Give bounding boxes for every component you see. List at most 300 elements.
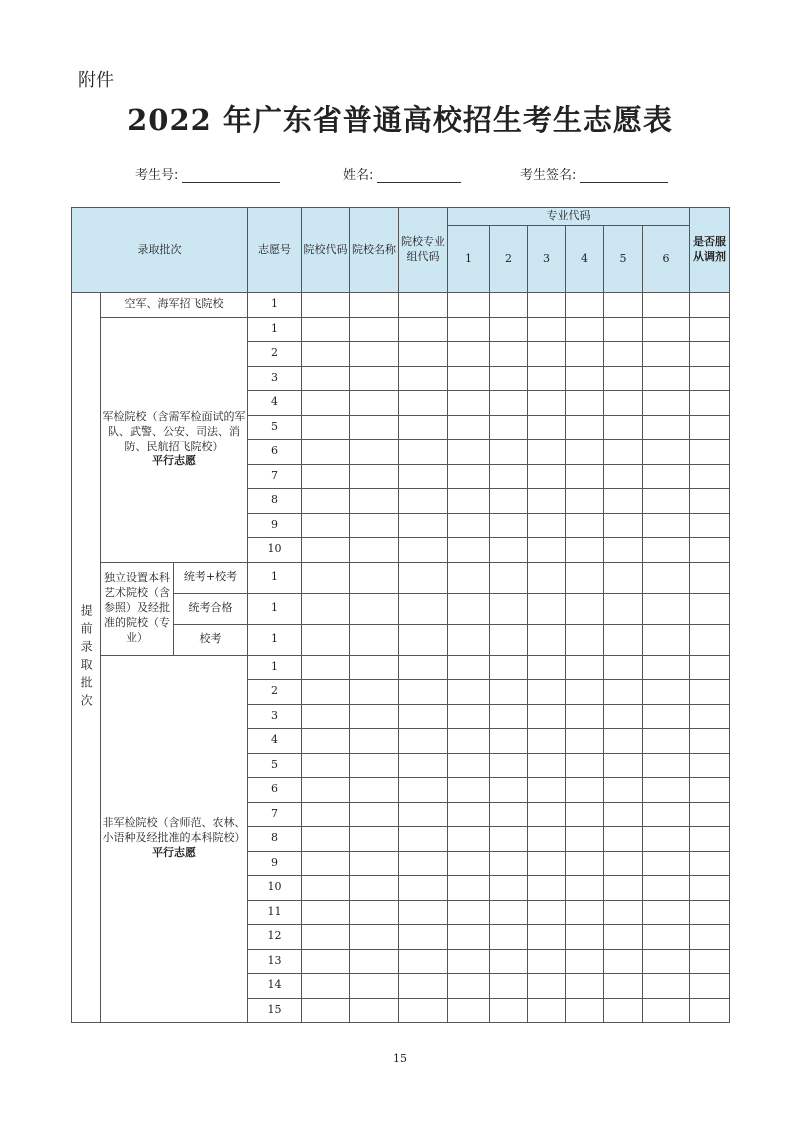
input-cell[interactable] [399,538,448,563]
input-cell[interactable] [448,998,490,1023]
choice-number: 13 [248,949,302,974]
input-cell[interactable] [643,876,690,901]
input-cell[interactable] [690,753,730,778]
input-cell[interactable] [566,851,604,876]
input-cell[interactable] [399,753,448,778]
input-cell[interactable] [643,562,690,593]
input-cell[interactable] [350,489,399,514]
art-subcategory: 统考合格 [174,593,248,624]
input-cell[interactable] [690,655,730,680]
input-cell[interactable] [643,538,690,563]
input-cell[interactable] [604,851,643,876]
input-cell[interactable] [528,949,566,974]
input-cell[interactable] [302,876,350,901]
input-cell[interactable] [528,317,566,342]
input-cell[interactable] [528,293,566,318]
input-cell[interactable] [566,778,604,803]
input-cell[interactable] [690,593,730,624]
name-blank[interactable] [377,168,461,183]
input-cell[interactable] [643,489,690,514]
input-cell[interactable] [643,729,690,754]
input-cell[interactable] [448,925,490,950]
input-cell[interactable] [448,680,490,705]
input-cell[interactable] [528,440,566,465]
input-cell[interactable] [566,998,604,1023]
input-cell[interactable] [302,655,350,680]
input-cell[interactable] [690,293,730,318]
input-cell[interactable] [643,655,690,680]
input-cell[interactable] [490,624,528,655]
input-cell[interactable] [399,998,448,1023]
input-cell[interactable] [643,293,690,318]
input-cell[interactable] [604,366,643,391]
input-cell[interactable] [528,366,566,391]
input-cell[interactable] [448,900,490,925]
input-cell[interactable] [350,366,399,391]
input-cell[interactable] [643,925,690,950]
input-cell[interactable] [490,593,528,624]
input-cell[interactable] [399,704,448,729]
input-cell[interactable] [448,778,490,803]
input-cell[interactable] [528,538,566,563]
input-cell[interactable] [643,342,690,367]
input-cell[interactable] [528,342,566,367]
input-cell[interactable] [448,415,490,440]
input-cell[interactable] [604,489,643,514]
input-cell[interactable] [643,900,690,925]
input-cell[interactable] [643,827,690,852]
input-cell[interactable] [302,391,350,416]
choice-number: 2 [248,680,302,705]
input-cell[interactable] [690,704,730,729]
input-cell[interactable] [490,342,528,367]
input-cell[interactable] [566,538,604,563]
input-cell[interactable] [566,974,604,999]
input-cell[interactable] [528,753,566,778]
input-cell[interactable] [448,802,490,827]
input-cell[interactable] [350,704,399,729]
input-cell[interactable] [604,949,643,974]
input-cell[interactable] [690,998,730,1023]
input-cell[interactable] [448,949,490,974]
category-non-military [101,655,248,1023]
input-cell[interactable] [350,925,399,950]
input-cell[interactable] [643,778,690,803]
input-cell[interactable] [566,489,604,514]
input-cell[interactable] [528,464,566,489]
input-cell[interactable] [490,974,528,999]
input-cell[interactable] [643,680,690,705]
input-cell[interactable] [490,876,528,901]
choice-number: 10 [248,538,302,563]
input-cell[interactable] [604,729,643,754]
input-cell[interactable] [604,680,643,705]
input-cell[interactable] [490,778,528,803]
input-cell[interactable] [399,440,448,465]
input-cell[interactable] [302,851,350,876]
input-cell[interactable] [302,753,350,778]
input-cell[interactable] [643,317,690,342]
input-cell[interactable] [302,293,350,318]
input-cell[interactable] [350,998,399,1023]
input-cell[interactable] [566,317,604,342]
input-cell[interactable] [302,317,350,342]
input-cell[interactable] [604,342,643,367]
input-cell[interactable] [448,489,490,514]
input-cell[interactable] [490,998,528,1023]
input-cell[interactable] [448,593,490,624]
input-cell[interactable] [350,949,399,974]
input-cell[interactable] [350,464,399,489]
input-cell[interactable] [490,680,528,705]
input-cell[interactable] [399,317,448,342]
input-cell[interactable] [448,753,490,778]
input-cell[interactable] [490,704,528,729]
input-cell[interactable] [302,593,350,624]
input-cell[interactable] [399,342,448,367]
input-cell[interactable] [566,729,604,754]
input-cell[interactable] [448,624,490,655]
input-cell[interactable] [690,900,730,925]
input-cell[interactable] [690,624,730,655]
input-cell[interactable] [399,593,448,624]
input-cell[interactable] [448,876,490,901]
input-cell[interactable] [302,366,350,391]
input-cell[interactable] [490,293,528,318]
input-cell[interactable] [528,876,566,901]
input-cell[interactable] [566,704,604,729]
input-cell[interactable] [528,415,566,440]
input-cell[interactable] [350,562,399,593]
input-cell[interactable] [399,366,448,391]
input-cell[interactable] [490,415,528,440]
input-cell[interactable] [302,342,350,367]
input-cell[interactable] [302,680,350,705]
input-cell[interactable] [490,464,528,489]
input-cell[interactable] [604,704,643,729]
input-cell[interactable] [448,391,490,416]
input-cell[interactable] [490,440,528,465]
input-cell[interactable] [350,753,399,778]
choice-number: 9 [248,513,302,538]
input-cell[interactable] [302,624,350,655]
input-cell[interactable] [490,827,528,852]
input-cell[interactable] [643,704,690,729]
input-cell[interactable] [350,513,399,538]
input-cell[interactable] [399,391,448,416]
input-cell[interactable] [399,464,448,489]
input-cell[interactable] [604,876,643,901]
input-cell[interactable] [448,464,490,489]
input-cell[interactable] [399,851,448,876]
input-cell[interactable] [690,440,730,465]
input-cell[interactable] [566,876,604,901]
input-cell[interactable] [528,624,566,655]
input-cell[interactable] [604,753,643,778]
input-cell[interactable] [490,729,528,754]
input-cell[interactable] [528,593,566,624]
input-cell[interactable] [690,391,730,416]
input-cell[interactable] [690,949,730,974]
input-cell[interactable] [604,593,643,624]
input-cell[interactable] [643,998,690,1023]
input-cell[interactable] [566,925,604,950]
input-cell[interactable] [528,704,566,729]
input-cell[interactable] [448,729,490,754]
input-cell[interactable] [643,851,690,876]
input-cell[interactable] [302,538,350,563]
input-cell[interactable] [528,851,566,876]
input-cell[interactable] [566,464,604,489]
input-cell[interactable] [350,680,399,705]
input-cell[interactable] [528,778,566,803]
input-cell[interactable] [528,900,566,925]
input-cell[interactable] [302,513,350,538]
input-cell[interactable] [690,513,730,538]
input-cell[interactable] [448,851,490,876]
input-cell[interactable] [490,949,528,974]
input-cell[interactable] [302,974,350,999]
input-cell[interactable] [490,317,528,342]
input-cell[interactable] [643,974,690,999]
input-cell[interactable] [490,802,528,827]
input-cell[interactable] [566,949,604,974]
input-cell[interactable] [302,802,350,827]
input-cell[interactable] [566,655,604,680]
input-cell[interactable] [690,851,730,876]
input-cell[interactable] [448,827,490,852]
input-cell[interactable] [528,925,566,950]
input-cell[interactable] [690,317,730,342]
input-cell[interactable] [302,562,350,593]
input-cell[interactable] [399,513,448,538]
input-cell[interactable] [350,876,399,901]
input-cell[interactable] [604,317,643,342]
input-cell[interactable] [490,366,528,391]
input-cell[interactable] [490,900,528,925]
input-cell[interactable] [566,415,604,440]
input-cell[interactable] [350,440,399,465]
input-cell[interactable] [490,851,528,876]
input-cell[interactable] [690,680,730,705]
input-cell[interactable] [643,753,690,778]
input-cell[interactable] [604,513,643,538]
input-cell[interactable] [350,974,399,999]
input-cell[interactable] [448,440,490,465]
input-cell[interactable] [643,366,690,391]
input-cell[interactable] [490,391,528,416]
input-cell[interactable] [350,415,399,440]
input-cell[interactable] [643,624,690,655]
input-cell[interactable] [604,900,643,925]
input-cell[interactable] [302,900,350,925]
input-cell[interactable] [566,680,604,705]
input-cell[interactable] [448,562,490,593]
input-cell[interactable] [643,593,690,624]
input-cell[interactable] [604,440,643,465]
input-cell[interactable] [690,802,730,827]
input-cell[interactable] [490,489,528,514]
input-cell[interactable] [604,998,643,1023]
input-cell[interactable] [690,415,730,440]
input-cell[interactable] [690,729,730,754]
input-cell[interactable] [528,391,566,416]
input-cell[interactable] [399,974,448,999]
input-cell[interactable] [302,998,350,1023]
input-cell[interactable] [302,925,350,950]
input-cell[interactable] [566,342,604,367]
input-cell[interactable] [350,391,399,416]
input-cell[interactable] [448,293,490,318]
input-cell[interactable] [448,655,490,680]
input-cell[interactable] [448,317,490,342]
input-cell[interactable] [350,624,399,655]
input-cell[interactable] [566,802,604,827]
input-cell[interactable] [399,778,448,803]
input-cell[interactable] [399,489,448,514]
input-cell[interactable] [302,949,350,974]
input-cell[interactable] [302,827,350,852]
input-cell[interactable] [399,624,448,655]
input-cell[interactable] [528,827,566,852]
input-cell[interactable] [690,562,730,593]
input-cell[interactable] [528,562,566,593]
input-cell[interactable] [302,778,350,803]
input-cell[interactable] [604,562,643,593]
input-cell[interactable] [448,704,490,729]
input-cell[interactable] [490,655,528,680]
input-cell[interactable] [399,729,448,754]
input-cell[interactable] [690,366,730,391]
input-cell[interactable] [604,391,643,416]
input-cell[interactable] [690,489,730,514]
input-cell[interactable] [448,974,490,999]
input-cell[interactable] [350,827,399,852]
exam-number-blank[interactable] [182,168,280,183]
input-cell[interactable] [604,464,643,489]
input-cell[interactable] [566,562,604,593]
input-cell[interactable] [566,900,604,925]
input-cell[interactable] [302,440,350,465]
input-cell[interactable] [350,851,399,876]
input-cell[interactable] [566,366,604,391]
input-cell[interactable] [399,680,448,705]
input-cell[interactable] [302,464,350,489]
input-cell[interactable] [399,900,448,925]
input-cell[interactable] [566,440,604,465]
input-cell[interactable] [690,538,730,563]
input-cell[interactable] [604,538,643,563]
input-cell[interactable] [350,729,399,754]
input-cell[interactable] [643,391,690,416]
input-cell[interactable] [690,464,730,489]
input-cell[interactable] [350,538,399,563]
input-cell[interactable] [350,342,399,367]
input-cell[interactable] [528,729,566,754]
input-cell[interactable] [604,415,643,440]
input-cell[interactable] [690,342,730,367]
input-cell[interactable] [643,949,690,974]
input-cell[interactable] [399,802,448,827]
input-cell[interactable] [566,827,604,852]
section-label-cell [72,293,101,1023]
input-cell[interactable] [690,925,730,950]
input-cell[interactable] [350,778,399,803]
input-cell[interactable] [604,778,643,803]
input-cell[interactable] [490,562,528,593]
input-cell[interactable] [302,729,350,754]
input-cell[interactable] [566,753,604,778]
input-cell[interactable] [604,802,643,827]
input-cell[interactable] [566,624,604,655]
input-cell[interactable] [399,655,448,680]
input-cell[interactable] [604,827,643,852]
input-cell[interactable] [350,655,399,680]
input-cell[interactable] [350,317,399,342]
input-cell[interactable] [448,366,490,391]
input-cell[interactable] [399,293,448,318]
input-cell[interactable] [302,415,350,440]
input-cell[interactable] [302,489,350,514]
input-cell[interactable] [350,593,399,624]
input-cell[interactable] [566,293,604,318]
input-cell[interactable] [490,538,528,563]
input-cell[interactable] [690,827,730,852]
input-cell[interactable] [643,802,690,827]
input-cell[interactable] [399,876,448,901]
input-cell[interactable] [690,778,730,803]
input-cell[interactable] [350,900,399,925]
input-cell[interactable] [448,342,490,367]
input-cell[interactable] [604,293,643,318]
input-cell[interactable] [566,391,604,416]
input-cell[interactable] [528,974,566,999]
input-cell[interactable] [399,925,448,950]
input-cell[interactable] [528,998,566,1023]
input-cell[interactable] [643,464,690,489]
input-cell[interactable] [604,974,643,999]
input-cell[interactable] [399,949,448,974]
input-cell[interactable] [350,293,399,318]
input-cell[interactable] [490,513,528,538]
input-cell[interactable] [566,513,604,538]
input-cell[interactable] [490,925,528,950]
input-cell[interactable] [604,624,643,655]
input-cell[interactable] [399,827,448,852]
input-cell[interactable] [399,562,448,593]
input-cell[interactable] [528,489,566,514]
input-cell[interactable] [528,680,566,705]
input-cell[interactable] [399,415,448,440]
input-cell[interactable] [528,655,566,680]
input-cell[interactable] [690,974,730,999]
input-cell[interactable] [690,876,730,901]
input-cell[interactable] [604,925,643,950]
input-cell[interactable] [643,513,690,538]
input-cell[interactable] [448,538,490,563]
input-cell[interactable] [643,440,690,465]
input-cell[interactable] [643,415,690,440]
input-cell[interactable] [604,655,643,680]
input-cell[interactable] [302,704,350,729]
input-cell[interactable] [490,753,528,778]
signature-blank[interactable] [580,168,668,183]
input-cell[interactable] [448,513,490,538]
input-cell[interactable] [566,593,604,624]
input-cell[interactable] [528,513,566,538]
input-cell[interactable] [528,802,566,827]
input-cell[interactable] [350,802,399,827]
